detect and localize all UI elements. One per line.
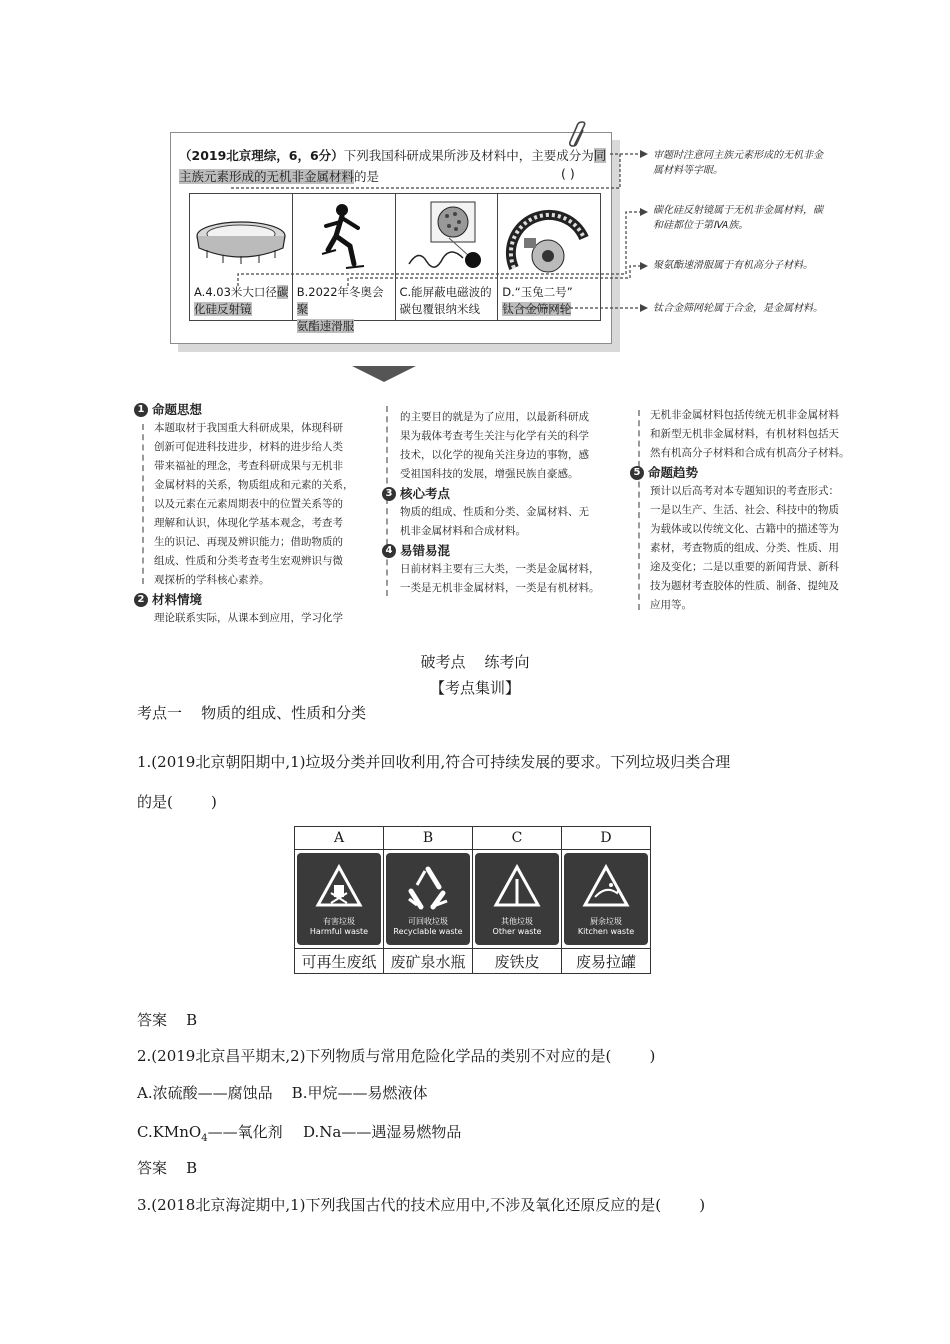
subsection-title: 【考点集训】 [429,679,520,697]
card-stem-highlight-2: 主族元素形成的无机非金属材料 [179,169,355,184]
kitchen-waste-icon: 厨余垃圾 Kitchen waste [564,853,648,945]
bin-cell-other [473,850,562,949]
analysis-col-2 [382,408,622,598]
section-5-body: 预计以后高考对本专题知识的考查形式： 一是以生产、生活、社会、科技中的物质 为载体或以传统文化、古籍中的描述等为 素材，考查物质的组成、分类、性质、用 途及变化；二是以重要的新闻背景、新科 技为题材考查胶体的性质、制备、提纯及 应用等。 [650,485,839,611]
section-4-heading: 4 易错易混 [382,541,622,560]
answer-1: 答案 B [137,1011,198,1029]
other-waste-icon: 其他垃圾 Other waste [475,853,559,945]
analysis-col-1 [134,400,374,628]
bin-cell-recyclable [384,850,473,949]
section-1-heading: 1 命题思想 [134,400,374,419]
question-3: 3.(2018北京海淀期中,1)下列我国古代的技术应用中,不涉及氧化还原反应的是( ) [137,1196,706,1214]
paperclip-icon [568,120,590,150]
question-2: 2.(2019北京昌平期末,2)下列物质与常用危险化学品的类别不对应的是( ) [137,1047,656,1065]
note-2: 碳化硅反射镜属于无机非金属材料，碳 和硅都位于第ⅣA族。 [653,205,823,231]
question-2-option-c: C.KMnO$_4$——氧化剂 [137,1123,283,1144]
harmful-waste-icon: 有害垃圾 Harmful waste [297,853,381,945]
analysis-col-3 [630,406,880,615]
col-header-b: B [384,827,473,850]
answer-2: 答案 B [137,1159,198,1177]
note-3: 聚氨酯速滑服属于有机高分子材料。 [653,260,813,271]
section-2-continued: 的主要目的就是为了应用，以最新科研成 果为载体考查考生关注与化学有关的科学 技术，以化学的视角关注身边的事物，感 受祖国科技的发展，增强民族自豪感。 [400,411,589,480]
waste-bin-table [294,826,651,974]
section-title: 破考点 练考向 [420,653,530,671]
question-1: 1.(2019北京朝阳期中,1)垃圾分类并回收利用,符合可持续发展的要求。下列垃圾归类合理 [137,753,731,771]
question-2-option-d: D.Na——遇湿易燃物品 [303,1123,462,1141]
section-1-body: 本题取材于我国重大科研成果，体现科研 创新可促进科技进步，材料的进步给人类 带来福祉的理念，考查科研成果与无机非 金属材料的关系，物质组成和元素的关系， 以及元素在元素周期表中的位置关系等的 理解和认识，体现化学基本观念，考查考 生的识记、再现及辨识能力；借助物质的 组成、性质和分类考查考生宏观辨识与微 观探析的学科核心素养。 [154,422,354,586]
col-header-a: A [295,827,384,850]
card-answer-paren: ( ) [561,166,575,181]
recyclable-waste-icon: 可回收垃圾 Recyclable waste [386,853,470,945]
option-c-text: C.能屏蔽电磁波的 碳包覆银纳米线 [399,285,492,316]
question-1-cont: 的是( ) [137,793,217,811]
note-1: 审题时注意同主族元素形成的无机非金 属材料等字眼。 [653,150,823,176]
section-2-heading: 2 材料情境 [134,590,374,609]
section-5-heading: 5 命题趋势 [630,463,880,482]
item-a: 可再生废纸 [295,949,384,974]
col-header-d: D [562,827,651,850]
item-c: 废铁皮 [473,949,562,974]
section-3-body: 物质的组成、性质和分类、金属材料、无 机非金属材料和合成材料。 [400,506,589,537]
note-connectors [230,148,650,320]
item-b: 废矿泉水瓶 [384,949,473,974]
section-2-body: 理论联系实际，从课本到应用，学习化学 [154,612,343,624]
topic-heading: 考点一 物质的组成、性质和分类 [137,704,367,722]
section-3-heading: 3 核心考点 [382,484,622,503]
section-4-continued: 无机非金属材料包括传统无机非金属材料 和新型无机非金属材料，有机材料包括天 然有机高分子材料和合成有机高分子材料。 [650,409,850,459]
option-a-text: A.4.03米大口径碳 化硅反射镜 [194,285,289,316]
card-stem-highlight-1: 同 [593,148,607,163]
section-4-body: 日前材料主要有三大类，一类是金属材料， 一类是无机非金属材料，一类是有机材料。 [400,563,600,594]
bin-cell-harmful [295,850,384,949]
col-header-c: C [473,827,562,850]
down-arrow-icon [352,366,416,382]
item-d: 废易拉罐 [562,949,651,974]
bin-cell-kitchen [562,850,651,949]
option-b-text: B.2022年冬奥会聚 氨酯速滑服 [296,285,384,333]
card-stem: 下列我国科研成果所涉及材料中，主要成分为 [343,148,594,163]
card-source: （2019北京理综，6，6分） [179,148,344,163]
question-2-options-ab: A.浓硫酸——腐蚀品 B.甲烷——易燃液体 [137,1084,428,1102]
option-d-text: D.“玉兔二号” 钛合金筛网轮 [502,285,573,316]
note-4: 钛合金筛网轮属于合金，是金属材料。 [653,303,823,314]
card-stem-end: 的是 [354,169,380,184]
